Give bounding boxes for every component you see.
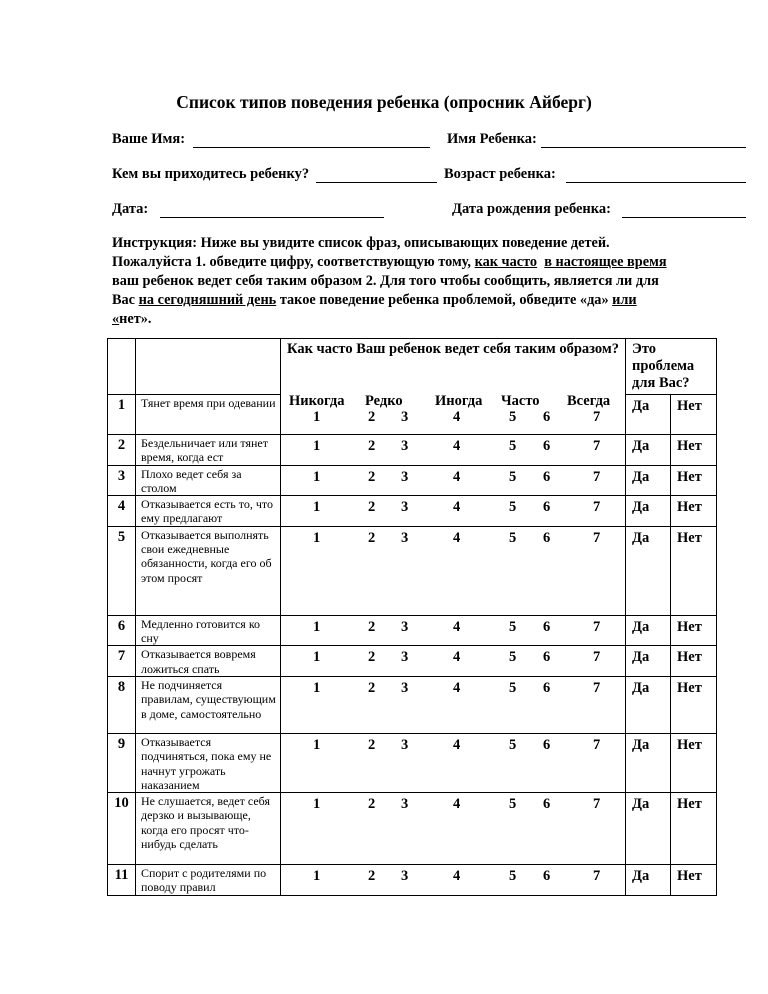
item-text: Плохо ведет себя за столом xyxy=(136,465,281,496)
frequency-option-2[interactable]: 2 xyxy=(368,649,376,666)
frequency-option-4[interactable]: 4 xyxy=(453,499,461,516)
frequency-option-2[interactable]: 2 xyxy=(368,438,376,454)
item-text: Отказывается есть то, что ему предлагают xyxy=(136,496,281,527)
frequency-option-3[interactable]: 3 xyxy=(401,649,409,666)
frequency-option-7[interactable]: 7 xyxy=(593,796,601,813)
frequency-scale xyxy=(281,465,626,496)
frequency-option-6[interactable]: 6 xyxy=(543,468,551,485)
frequency-option-5[interactable]: 5 xyxy=(509,868,517,885)
frequency-option-5[interactable]: 5 xyxy=(509,796,517,813)
problem-header: Это проблема для Вас? xyxy=(626,339,717,395)
frequency-scale xyxy=(281,865,626,896)
frequency-option-4[interactable]: 4 xyxy=(453,618,461,635)
scale-label: Всегда xyxy=(567,392,611,409)
frequency-option-6[interactable]: 6 xyxy=(543,649,551,666)
frequency-option-2[interactable]: 2 xyxy=(368,796,376,813)
frequency-option-1[interactable]: 1 xyxy=(313,438,321,454)
item-number: 9 xyxy=(108,733,136,792)
child-name-label: Имя Ребенка: xyxy=(447,131,537,147)
frequency-option-4[interactable]: 4 xyxy=(453,649,461,666)
frequency-option-2[interactable]: 2 xyxy=(368,679,376,696)
frequency-option-2[interactable]: 2 xyxy=(368,499,376,516)
frequency-option-1[interactable]: 1 xyxy=(313,736,321,753)
header-blank-num xyxy=(108,339,136,395)
item-number: 8 xyxy=(108,676,136,733)
frequency-option-3[interactable]: 3 xyxy=(401,736,409,753)
scale-label: Часто xyxy=(501,392,540,409)
answer-yes[interactable]: Да xyxy=(626,676,671,733)
frequency-option-4[interactable]: 4 xyxy=(453,679,461,696)
frequency-scale xyxy=(281,676,626,733)
frequency-option-5[interactable]: 5 xyxy=(509,736,517,753)
answer-no[interactable]: Нет xyxy=(671,676,717,733)
item-text: Не подчиняется правилам, существующим в доме, самостоятельно xyxy=(136,676,281,733)
frequency-option-2[interactable]: 2 xyxy=(368,868,376,885)
scale-label: Никогда xyxy=(289,392,345,409)
table-row xyxy=(108,793,717,865)
frequency-option-3[interactable]: 3 xyxy=(401,679,409,696)
table-row xyxy=(108,676,717,733)
frequency-option-7[interactable]: 7 xyxy=(593,618,601,635)
answer-yes[interactable]: Да xyxy=(626,793,671,865)
frequency-option-7[interactable]: 7 xyxy=(593,679,601,696)
table-row xyxy=(108,395,717,435)
item-text: Отказывается подчиняться, пока ему не начнут угрожать наказанием xyxy=(136,733,281,792)
child-age-label: Возраст ребенка: xyxy=(444,166,556,182)
frequency-option-7[interactable]: 7 xyxy=(593,529,601,546)
frequency-option-4[interactable]: 4 xyxy=(453,468,461,485)
answer-no[interactable]: Нет xyxy=(671,496,717,527)
frequency-option-6[interactable]: 6 xyxy=(543,408,551,425)
answer-no[interactable]: Нет xyxy=(671,615,717,646)
frequency-scale xyxy=(281,526,626,615)
date-label: Дата: xyxy=(112,201,149,217)
answer-no[interactable]: Нет xyxy=(671,395,717,435)
answer-yes[interactable]: Да xyxy=(626,395,671,435)
frequency-option-7[interactable]: 7 xyxy=(593,468,601,485)
frequency-option-4[interactable]: 4 xyxy=(453,868,461,885)
answer-no[interactable]: Нет xyxy=(671,435,717,466)
frequency-option-7[interactable]: 7 xyxy=(593,736,601,753)
table-row xyxy=(108,435,717,466)
frequency-option-3[interactable]: 3 xyxy=(401,438,409,454)
frequency-option-1[interactable]: 1 xyxy=(313,499,321,516)
item-number: 1 xyxy=(108,395,136,435)
frequency-option-6[interactable]: 6 xyxy=(543,618,551,635)
frequency-option-5[interactable]: 5 xyxy=(509,679,517,696)
header-blank-text xyxy=(136,339,281,395)
scale-label: Редко xyxy=(365,392,403,409)
questionnaire-table xyxy=(107,338,717,896)
frequency-option-6[interactable]: 6 xyxy=(543,499,551,516)
answer-no[interactable]: Нет xyxy=(671,793,717,865)
frequency-option-3[interactable]: 3 xyxy=(401,408,409,425)
scale-label: Иногда xyxy=(435,392,483,409)
frequency-option-4[interactable]: 4 xyxy=(453,796,461,813)
table-row xyxy=(108,646,717,677)
instructions: Инструкция: Ниже вы увидите список фраз, описывающих поведение детей. Пожалуйста 1. обведите цифру, соответствующую тому, как часто в настоящее время ваш ребенок ведет себя таким образом 2. Для того чтобы сообщить, является ли для Вас на сегодняшний день такое поведение ребенка проблемой, обведите «да» или «нет». xyxy=(112,235,667,327)
frequency-option-7[interactable]: 7 xyxy=(593,649,601,666)
birth-date-label: Дата рождения ребенка: xyxy=(452,201,612,217)
item-text: Отказывается выполнять свои ежедневные обязанности, когда его об этом просят xyxy=(136,526,281,615)
frequency-option-1[interactable]: 1 xyxy=(313,796,321,813)
item-text: Не слушается, ведет себя дерзко и вызывающе, когда его просят что-нибудь сделать xyxy=(136,793,281,865)
item-number: 2 xyxy=(108,435,136,466)
item-number: 4 xyxy=(108,496,136,527)
answer-yes[interactable]: Да xyxy=(626,646,671,677)
frequency-option-3[interactable]: 3 xyxy=(401,796,409,813)
item-number: 3 xyxy=(108,465,136,496)
header-row xyxy=(108,339,717,395)
your-name-line[interactable] xyxy=(193,147,430,148)
answer-yes[interactable]: Да xyxy=(626,435,671,466)
table-row xyxy=(108,496,717,527)
frequency-option-2[interactable]: 2 xyxy=(368,408,376,425)
frequency-scale xyxy=(281,615,626,646)
frequency-scale xyxy=(281,392,626,435)
child-age-line[interactable] xyxy=(566,182,746,183)
answer-no[interactable]: Нет xyxy=(671,646,717,677)
frequency-option-7[interactable]: 7 xyxy=(593,408,601,425)
frequency-option-7[interactable]: 7 xyxy=(593,499,601,516)
frequency-option-2[interactable]: 2 xyxy=(368,468,376,485)
item-number: 5 xyxy=(108,526,136,615)
frequency-scale xyxy=(281,435,626,466)
answer-no[interactable]: Нет xyxy=(671,465,717,496)
frequency-option-5[interactable]: 5 xyxy=(509,408,517,425)
relation-label: Кем вы приходитесь ребенку? xyxy=(112,166,310,182)
frequency-scale xyxy=(281,496,626,527)
answer-no[interactable]: Нет xyxy=(671,733,717,792)
frequency-option-6[interactable]: 6 xyxy=(543,736,551,753)
page-title: Список типов поведения ребенка (опросник Айберг) xyxy=(176,92,592,112)
frequency-option-1[interactable]: 1 xyxy=(313,868,321,885)
frequency-scale xyxy=(281,646,626,677)
child-name-line[interactable] xyxy=(541,147,746,148)
frequency-scale xyxy=(281,793,626,865)
item-number: 6 xyxy=(108,615,136,646)
answer-no[interactable]: Нет xyxy=(671,865,717,896)
frequency-option-3[interactable]: 3 xyxy=(401,868,409,885)
frequency-option-7[interactable]: 7 xyxy=(593,438,601,454)
frequency-option-6[interactable]: 6 xyxy=(543,679,551,696)
answer-yes[interactable]: Да xyxy=(626,615,671,646)
frequency-option-2[interactable]: 2 xyxy=(368,529,376,546)
frequency-option-4[interactable]: 4 xyxy=(453,438,461,454)
frequency-option-6[interactable]: 6 xyxy=(543,796,551,813)
your-name-label: Ваше Имя: xyxy=(112,131,186,147)
answer-yes[interactable]: Да xyxy=(626,465,671,496)
item-text: Медленно готовится ко сну xyxy=(136,615,281,646)
date-line[interactable] xyxy=(160,217,384,218)
answer-yes[interactable]: Да xyxy=(626,733,671,792)
answer-yes[interactable]: Да xyxy=(626,496,671,527)
frequency-option-3[interactable]: 3 xyxy=(401,618,409,635)
frequency-option-5[interactable]: 5 xyxy=(509,529,517,546)
frequency-option-6[interactable]: 6 xyxy=(543,529,551,546)
frequency-header: Как часто Ваш ребенок ведет себя таким образом? xyxy=(281,339,626,395)
birth-date-line[interactable] xyxy=(622,217,746,218)
frequency-option-5[interactable]: 5 xyxy=(509,438,517,454)
frequency-option-6[interactable]: 6 xyxy=(543,438,551,454)
frequency-scale xyxy=(281,733,626,792)
table-row xyxy=(108,733,717,792)
frequency-option-4[interactable]: 4 xyxy=(453,736,461,753)
item-number: 11 xyxy=(108,865,136,896)
answer-yes[interactable]: Да xyxy=(626,865,671,896)
frequency-option-3[interactable]: 3 xyxy=(401,499,409,516)
table-row xyxy=(108,865,717,896)
frequency-option-5[interactable]: 5 xyxy=(509,618,517,635)
frequency-option-5[interactable]: 5 xyxy=(509,499,517,516)
item-text: Отказывается вовремя ложиться спать xyxy=(136,646,281,677)
frequency-option-1[interactable]: 1 xyxy=(313,649,321,666)
relation-line[interactable] xyxy=(316,182,437,183)
item-text: Бездельничает или тянет время, когда ест xyxy=(136,435,281,466)
table-row xyxy=(108,465,717,496)
table-row xyxy=(108,615,717,646)
frequency-option-4[interactable]: 4 xyxy=(453,408,461,425)
item-text: Спорит с родителями по поводу правил xyxy=(136,865,281,896)
item-number: 10 xyxy=(108,793,136,865)
answer-no[interactable]: Нет xyxy=(671,526,717,615)
table-row xyxy=(108,526,717,615)
item-text: Тянет время при одевании xyxy=(136,395,281,435)
frequency-option-1[interactable]: 1 xyxy=(313,679,321,696)
frequency-option-7[interactable]: 7 xyxy=(593,868,601,885)
frequency-option-3[interactable]: 3 xyxy=(401,468,409,485)
frequency-option-1[interactable]: 1 xyxy=(313,408,321,425)
frequency-option-1[interactable]: 1 xyxy=(313,529,321,546)
frequency-option-5[interactable]: 5 xyxy=(509,649,517,666)
frequency-option-2[interactable]: 2 xyxy=(368,736,376,753)
item-number: 7 xyxy=(108,646,136,677)
frequency-option-2[interactable]: 2 xyxy=(368,618,376,635)
frequency-option-5[interactable]: 5 xyxy=(509,468,517,485)
frequency-option-4[interactable]: 4 xyxy=(453,529,461,546)
frequency-option-1[interactable]: 1 xyxy=(313,618,321,635)
answer-yes[interactable]: Да xyxy=(626,526,671,615)
frequency-option-3[interactable]: 3 xyxy=(401,529,409,546)
frequency-option-1[interactable]: 1 xyxy=(313,468,321,485)
frequency-option-6[interactable]: 6 xyxy=(543,868,551,885)
